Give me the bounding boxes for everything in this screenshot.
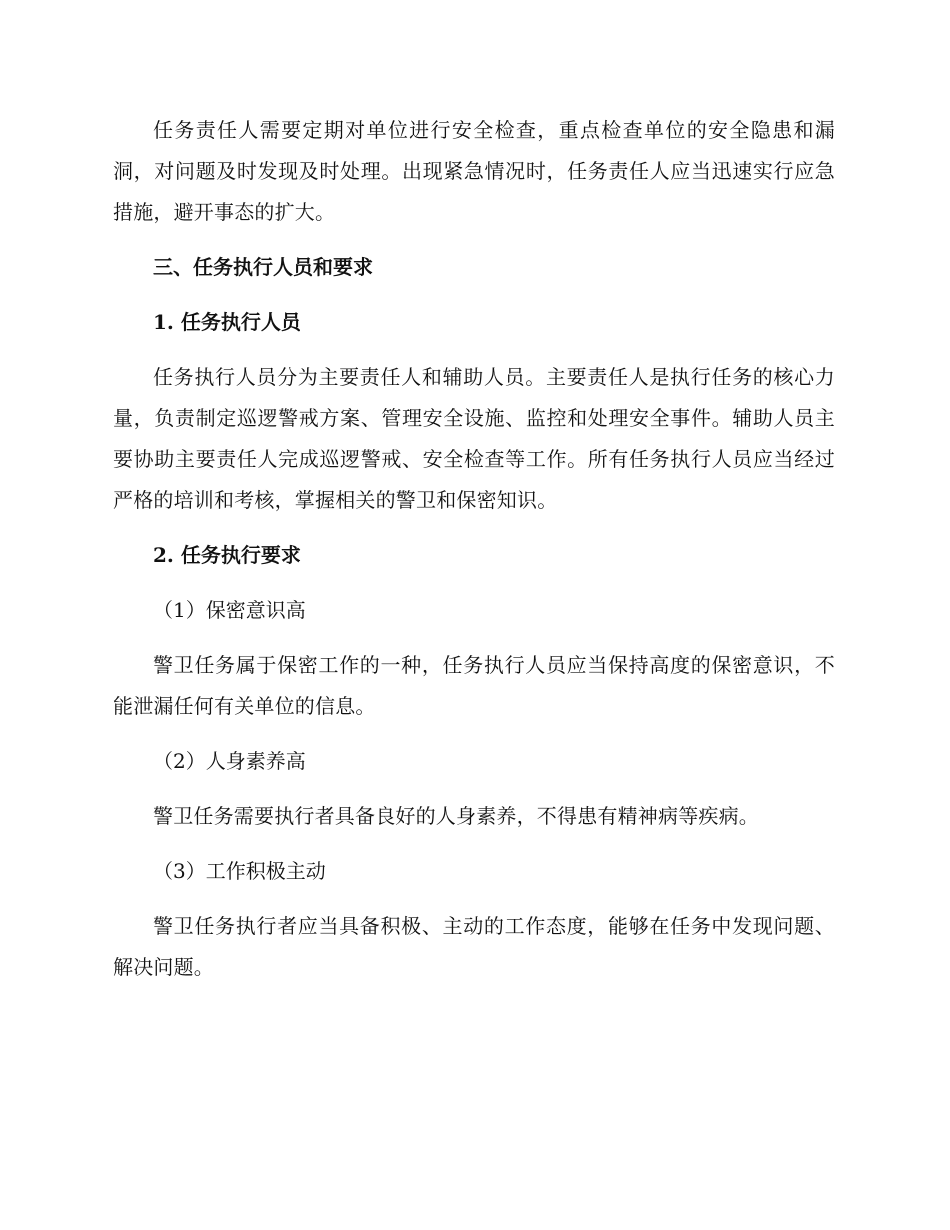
document-body (113, 110, 835, 988)
spacer (113, 288, 835, 302)
paragraph-personnel: 任务执行人员分为主要责任人和辅助人员。主要责任人是执行任务的核心力量，负责制定巡逻警戒方案、管理安全设施、监控和处理安全事件。辅助人员主要协助主要责任人完成巡逻警戒、安全检查等工作。所有任务执行人员应当经过严格的培训和考核，掌握相关的警卫和保密知识。 (113, 365, 835, 512)
requirement-item-3: （3）工作积极主动 (153, 859, 326, 883)
spacer (113, 576, 835, 590)
spacer (113, 343, 835, 357)
spacer (113, 782, 835, 796)
requirement-item-1: （1）保密意识高 (153, 598, 306, 622)
subheading-requirements: 2. 任务执行要求 (153, 543, 301, 567)
paragraph-proactive: 警卫任务执行者应当具备积极、主动的工作态度，能够在任务中发现问题、解决问题。 (113, 914, 835, 979)
section-heading-3: 三、任务执行人员和要求 (153, 255, 373, 279)
spacer (113, 233, 835, 247)
spacer (113, 521, 835, 535)
spacer (113, 892, 835, 906)
paragraph-confidentiality: 警卫任务属于保密工作的一种，任务执行人员应当保持高度的保密意识，不能泄漏任何有关单位的信息。 (113, 653, 835, 718)
requirement-item-2: （2）人身素养高 (153, 749, 306, 773)
spacer (113, 631, 835, 645)
spacer (113, 837, 835, 851)
subheading-personnel: 1. 任务执行人员 (153, 310, 301, 334)
paragraph-inspection: 任务责任人需要定期对单位进行安全检查，重点检查单位的安全隐患和漏洞，对问题及时发现及时处理。出现紧急情况时，任务责任人应当迅速实行应急措施，避开事态的扩大。 (113, 118, 835, 224)
paragraph-personal-quality: 警卫任务需要执行者具备良好的人身素养，不得患有精神病等疾病。 (153, 804, 759, 828)
spacer (113, 727, 835, 741)
